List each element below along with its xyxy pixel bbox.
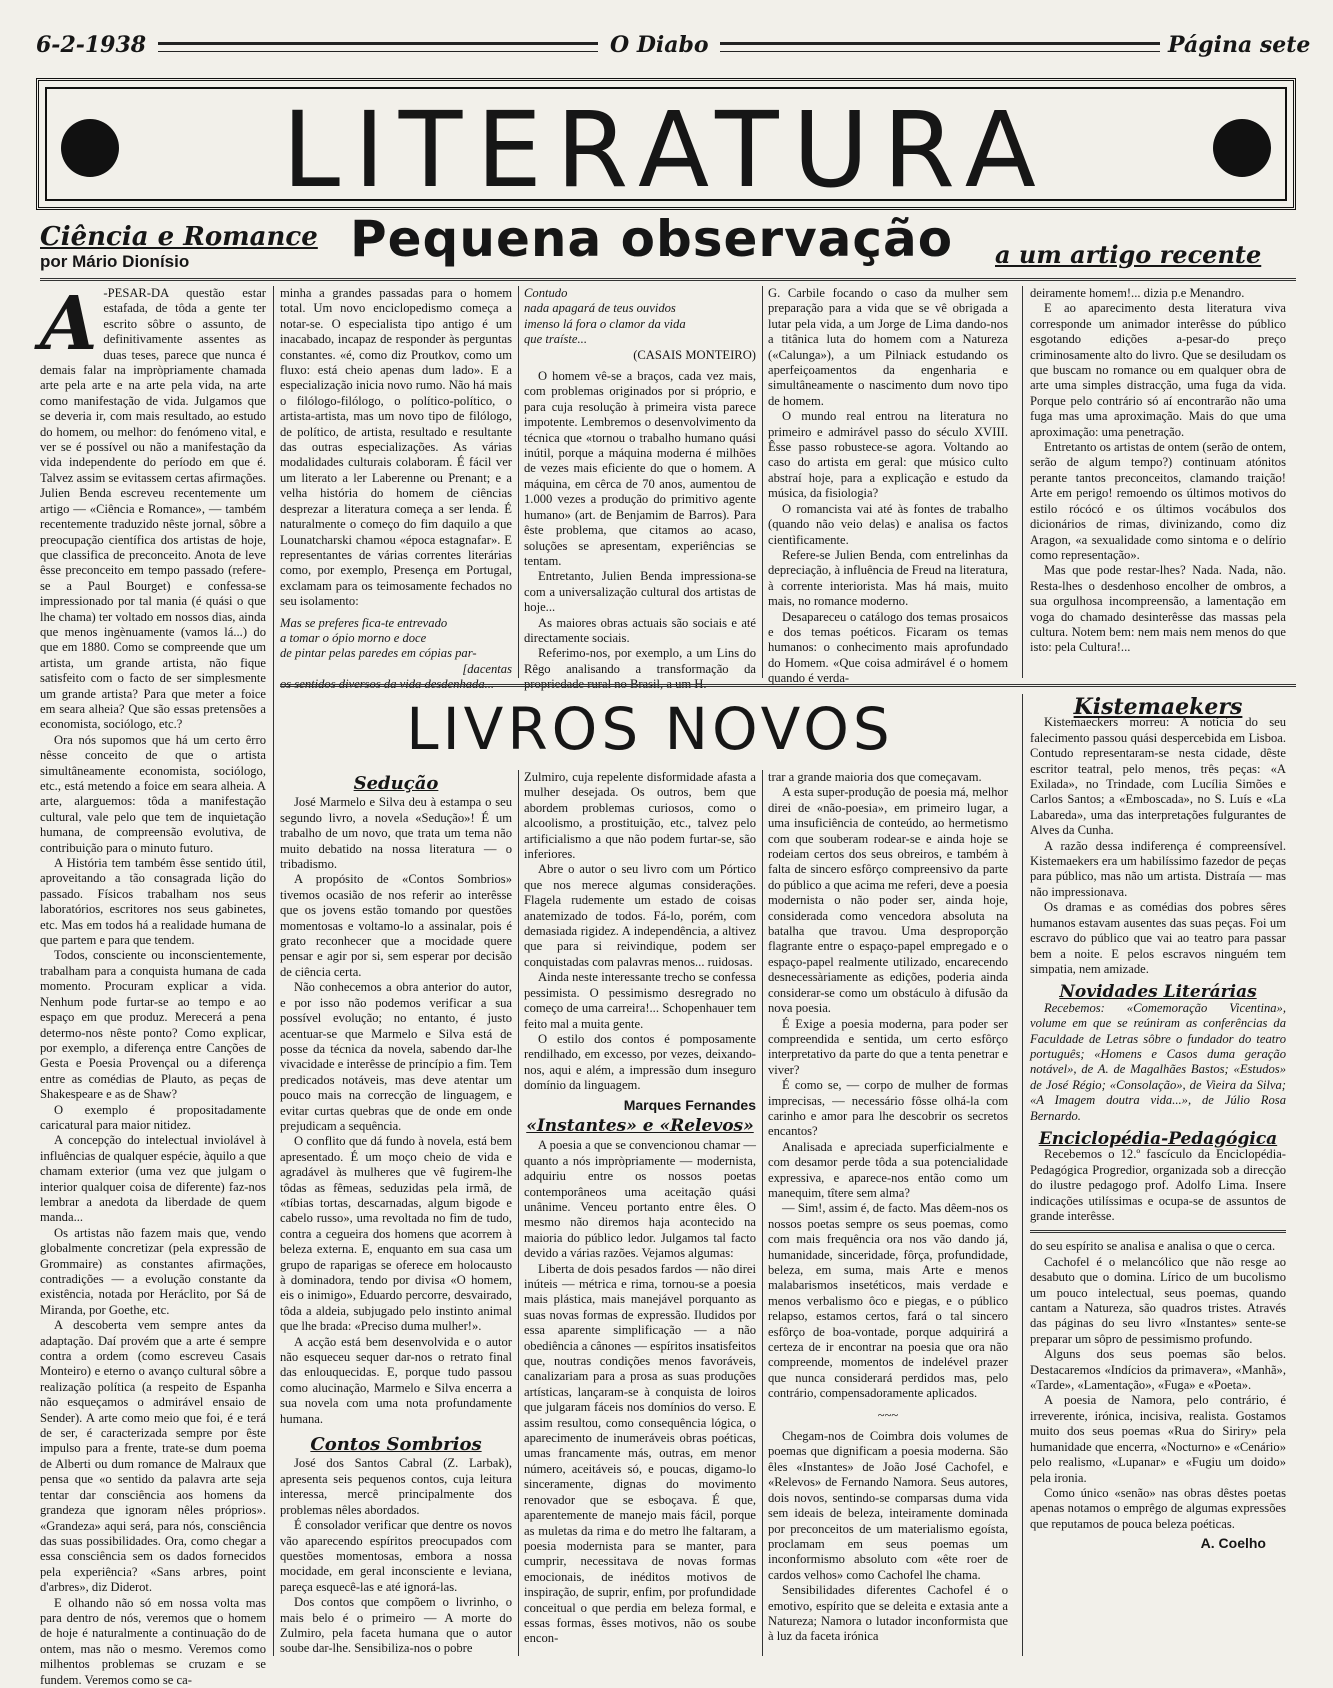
paragraph: Entretanto os artistas de ontem (serão de ontem, serão de algum tempo?) continuam atónitos perante tantos preconceitos, clamando traição! Arte em perigo! remoendo os últimos motivos do estilo rócócó e os últimos vocábulos dos dicionários de rimas, divinizando, como diz Aragon, «a sexualidade como sintoma e o delírio como representação». <box>1030 440 1287 562</box>
paragraph: A acção está bem desenvolvida e o autor não esqueceu sequer dar-nos o retrato final das enlouquecidas. E, porque tudo passou como alucinação, Marmelo e Silva encerra a sua novela com uma nota profundamente humana. <box>280 1334 512 1426</box>
paragraph: A poesia a que se convencionou chamar — quanto a nós impròpriamente — modernista, adquiriu entre os nossos poetas contemporâneos uma aceitação quási unânime. Venceu portanto entre êles. O mesmo não diremos haja acontecido na maioria do público ledor. Julgamos tal facto devido a várias razões. Vejamos algumas: <box>524 1138 756 1261</box>
header-rule-right <box>720 42 1160 52</box>
column-lower-4 <box>1030 694 1286 1656</box>
article-title-ciencia: Ciência e Romance por Mário Dionísio <box>40 222 318 271</box>
column-divider <box>273 286 274 1656</box>
paragraph: Desapareceu o catálogo dos temas prosaicos e dos temas poéticos. Ficaram os temas humanos: o conhecimento mais aprofundado do Homem. «Que coisa admirável é o homem quando é verda- <box>768 609 1008 686</box>
byline: por Mário Dionísio <box>40 252 190 271</box>
poem-quote-1: Mas se preferes fica-te entrevado a tomar o ópio morno e doce de pintar pelas paredes em cópias par- [dacentas os sentidos diversos da vida desdenhada... <box>280 615 512 692</box>
column-2 <box>280 286 512 692</box>
column-4 <box>768 286 1008 686</box>
dropcap: A <box>40 281 98 367</box>
paragraph: minha a grandes passadas para o homem total. Um novo enciclopedismo começa a notar-se. O especialista tipo antigo é um inacabado, incapaz de responder às perguntas constantes. «é, como diz Proutkov, como um fluxo: está cheio apenas dum lado». E a especialização inicia novo rumo. Não há mais o filólogo-filólogo, o político-político, o artista-artista, mas um novo tipo de filólogo, de político, de artista, resultado e resultante das outras especializações. As várias modalidades culturais colaboram. É fácil ver um literato a ler Laberenne ou Prenant; e a velha história do homem de ciências desprezar a literatura começa a ser lenda. É naturalmente o começo do fim daquilo a que Lounatcharski chamou «época estagnafar». E representantes de várias correntes literárias como, por exemplo, Presença em Portugal, exclamam para os teimosamente fechados no seu isolamento: <box>280 286 512 609</box>
page-number: Página sete <box>1168 32 1311 58</box>
paragraph: A descoberta vem sempre antes da adaptação. Daí provém que a arte é sempre contra a ordem (como escreveu Casais Monteiro) e eterno o avanço cultural sôbre a realização política (a respeito de Espanha não esqueçamos o admirável ensaio de Sender). A arte como meio que foi, é e terá de ser, é caracterizada sempre por êste impulso para a frente, trate-se dum poema de Alberti ou dum romance de Malraux que pensa que «o sentido da palavra arte seja tentar dar consciência aos homens da grandeza que ignoram nêles próprios». «Grandeza» aqui será, para nós, consciência das suas possibilidades. Ora, como chegar a essa consciência sem os dados fornecidos pela experiência? «Sans arbres, point d'arbres», diz Diderot. <box>40 1318 266 1595</box>
paragraph: Os dramas e as comédias dos pobres sêres humanos estavam ausentes das suas peças. Foi um escravo do público que vai ao teatro para passar bem a noite. E pelos escravos ninguém tem simpatia, nem amizade. <box>1030 900 1286 976</box>
paragraph: Chegam-nos de Coimbra dois volumes de poemas que dignificam a poesia moderna. São êles «Instantes» de João José Cachofel, e «Relevos» de Fernando Namora. Seus autores, dois novos, sentindo-se comparsas duma vida sem ideais de beleza, inteiramente dominada por preconceitos de um materialismo egoísta, proclamam em seus poemas um inconformismo absoluto com «ête roer de cardos velhos» como Cachofel lhe chama. <box>768 1429 1008 1582</box>
paragraph: Não conhecemos a obra anterior do autor, e por isso não podemos verificar a sua possível evolução; no entanto, é justo acentuar-se que Marmelo e Silva está de posse da técnica da novela, sabendo dar-lhe vivacidade e interêsse de princípio a fim. Tem predicados notáveis, mas deve atentar um pouco mais na correcção de linguagem, e evitar curtas quebras que de onde em onde prejudicam a sequência. <box>280 980 512 1133</box>
paragraph: Como único «senão» nas obras dêstes poetas apenas notamos o emprêgo de algumas expressões que reputamos de pouca beleza poéticas. <box>1030 1485 1286 1531</box>
section-rule <box>280 684 1296 687</box>
paragraph: Todos, consciente ou inconscientemente, trabalham para a conquista humana de cada momento. Procuram explicar a vida. Nenhum pode furtar-se ao tempo e ao espaço em que produz. Merecerá a pena determo-nos nêste ponto? Como explicar, por exemplo, a diferença entre Canções de Gesta e Poesia Provençal ou a diferença entre as comédias de Plauto, as peças de Shakespeare e as de Shaw? <box>40 948 266 1102</box>
banner-title: LITERATURA <box>282 89 1050 211</box>
paragraph: E ao aparecimento desta literatura viva corresponde um animador interêsse do público esgotando edições a-pesar-do preço criminosamente alto do livro. Que se desiludam os que buscam no romance ou em qualquer obra de arte uma simples distracção, uma fuga da vida. Porque pelo contrário só aí encontrarão não uma fuga mas uma aproximação. Mais do que uma aproximação: uma penetração. <box>1030 301 1286 439</box>
paragraph: -PESAR-DA questão estar estafada, de tôda a gente ter escrito sôbre o assunto, de definitivamente assentes as duas teses, parece que nunca é demais falar na impròpriamente chamada arte pela arte e na arte pela vida, na arte como manifestação de vida. Julgamos que se deveria ir, com mais resultado, ao estudo do homem, ou melhor: do fenómeno vital, e ver se é possível ou não a manifestação da vida independente do período em que é. Talvez assim se evitassem certas afirmações. Julien Benda escreveu recentemente um artigo — «Ciência e Romance», — também recentemente traduzido nêste jornal, sôbre a preocupação científica dos artistas de hoje, que classifica de preconceito. Anota de leve êsse preconceito em tempo passado (refere-se a Paul Bourget) e confessa-se impressionado por tal mania (é quási o que lhe chama) ter voltado em nossos dias, ainda que menos ingènuamente (vamos lá...) do que em 1880. Como se compreende que um artista, um grande artista, não fique satisfeito com o facto de ser simplesmente um grande artista? Para que meter a foice em seara alheia? Que são essas pretensões a economista, sociólogo, etc.? <box>40 286 266 732</box>
article-subtitle: a um artigo recente <box>995 240 1262 269</box>
paragraph: Analisada e apreciada superficialmente e com desamor perde tôda a sua potencialidade expressiva, e aparece-nos então como um manequim, tîtere sem alma? <box>768 1139 1008 1200</box>
signature: A. Coelho <box>1200 1535 1266 1552</box>
paragraph: — Sim!, assim é, de facto. Mas dêem-nos os nossos poetas sempre os seus poemas, como com mais frequência ora nos vão dando já, humanidade, sinceridade, fôrça, profundidade, beleza, em suma, mais Arte e menos malabarismos insetéticos, mais verdade e menos verbalismo ôco e piegas, e o público relapso, estamos certos, fará o tal sincero esfôrço de boa-vontade, porque adquirirá a certeza de ir encontrar na poesia que ora não compreende, momentos de indelével prazer que nunca considerará perdidos mas, pelo contrário, compensadoramente aplicados. <box>768 1201 1008 1401</box>
paragraph: Ainda neste interessante trecho se confessa pessimista. O pessimismo desregrado no começo de uma carreira!... Schopenhauer tem feito mal a muita gente. <box>524 970 756 1031</box>
column-divider <box>518 770 519 1656</box>
paragraph: do seu espírito se analisa e analisa o que o cerca. <box>1030 1239 1276 1254</box>
paragraph: Ora nós supomos que há um certo êrro nêsse conceito de que o artista simultâneamente economista, sociólogo, etc., está metendo a foice em seara alheia. A arte, alarguemos: tôda a manifestação cultural, vale pelo que tem de inquietação humana, de compreensão evolutiva, de contribuição para o minuto futuro. <box>40 732 266 855</box>
separator: ~~~ <box>877 1407 899 1422</box>
paragraph: Os artistas não fazem mais que, vendo globalmente concretizar (pela expressão de Grommaire) as constantes afirmações, contradições — a evolução constante da existência, notada por Heráclito, por Sá de Miranda, por Goethe, etc. <box>40 1225 266 1317</box>
paragraph: A poesia de Namora, pelo contrário, é irreverente, irónica, incisiva, realista. Gostamos muito dos seus poemas «Rua do Siriry» pela humanidade que encerra, «Nocturno» e «Cenário» pelo realismo, «Lupanar» e «Fugiu um doido» pela ironia. <box>1030 1393 1286 1485</box>
column-lower-3 <box>768 770 1008 1656</box>
paragraph: Refere-se Julien Benda, com entrelinhas da depreciação, à influência de Freud na literatura, à corrente interiorista. Mas há mais, muito mais, no romance moderno. <box>768 547 1008 609</box>
banner-dot-right <box>1213 119 1271 177</box>
paragraph: Dos contos que compõem o livrinho, o mais belo é o primeiro — A morte do Zulmiro, pela faceta humana que o autor soube dar-lhe. Sensibiliza-nos o pobre <box>280 1595 512 1656</box>
livros-novos-title: LIVROS NOVOS <box>406 695 894 763</box>
paragraph: O homem vê-se a braços, cada vez mais, com problemas originados por si próprio, e para cuja resolução à primeira vista parece impotente. Lembremos o desenvolvimento da técnica que «tornou o trabalho humano quási inútil, porque a máquina moderna é milhões de vezes mais eficiente do que o homem. A máquina, em cêrca de 70 anos, aumentou de 1.000 vezes a produção do primitivo agente humano» (art. de Benjamim de Barros). Para êste problema, que citamos ao acaso, soluções se apresentam, experiências se tentam. <box>524 369 756 568</box>
byline: Marques Fernandes <box>623 1096 756 1113</box>
paragraph: O exemplo é propositadamente caricatural para maior nitidez. <box>40 1102 266 1132</box>
paragraph: É Exige a poesia moderna, para poder ser compreendida e sentida, um certo esfôrço interpretativo da parte do que a tenta penetrar e viver? <box>768 1016 1008 1077</box>
paragraph: O estilo dos contos é pomposamente rendilhado, em excesso, por vezes, deixando-nos, aqui e além, a impressão dum inseguro domínio da linguagem. <box>524 1031 756 1093</box>
paragraph: Referimo-nos, por exemplo, a um Lins do Rêgo analisando a transformação da propriedade rural no Brasil, a um H. <box>524 646 756 692</box>
paragraph: deiramente homem!... dizia p.e Menandro. <box>1030 286 1245 300</box>
paragraph: José Marmelo e Silva deu à estampa o seu segundo livro, a novela «Sedução»! É um trabalho de um novo, que trata um tema não muito debatido na nossa literatura — o tribadismo. <box>280 795 512 872</box>
paragraph: Entretanto, Julien Benda impressiona-se com a universalização cultural dos artistas de hoje... <box>524 569 756 615</box>
column-divider <box>762 286 763 678</box>
column-lower-1 <box>280 770 512 1656</box>
paragraph: Abre o autor o seu livro com um Pórtico que nos merece algumas considerações. Flagela rudemente um estado de coisas anatemizado de todos. Fá-lo, porém, com demasiada rigidez. A independência, a altivez que para si reivindique, podem ser conquistadas com palavras menos... ruidosas. <box>524 862 756 969</box>
paragraph: É consolador verificar que dentre os novos vão aparecendo espíritos preocupados com questões momentosas, embora a nossa mocidade, em geral inconsciente e leviana, pareça esquecê-las e até ignorá-las. <box>280 1518 512 1594</box>
paragraph: A concepção do intelectual inviolável à influências de qualquer espécie, àquilo a que chamam exterior (uma vez que julgam o interior qualquer coisa de diferente) faz-nos lembrar a anedota da liberdade de quem manda... <box>40 1133 266 1225</box>
paragraph: Cachofel é o melancólico que não resge ao desabuto que o domina. Lírico de um bucolismo um pouco intelectual, seus poemas, quando cantam a Natureza, são quadros tristes. Através das páginas do seu livro «Instantes» sente-se preparar um sôpro de pessimismo profundo. <box>1030 1254 1286 1346</box>
paragraph: Sensibilidades diferentes Cachofel é o emotivo, espírito que se deleita e extasia ante a Natureza; Namora o lutador inconformista que à luz da faceta irónica <box>768 1583 1008 1644</box>
column-divider <box>1022 286 1023 678</box>
paragraph: Liberta de dois pesados fardos — não direi inúteis — métrica e rima, tornou-se a poesia mais plástica, mais manejável porquanto as suas novas formas de expressão. Iludidos por essa aparente simplificação — a não obediência a cânones — espíritos insatisfeitos que, noutras condições menos favoráveis, canalizariam para a prosa as suas produções artísticas, lançaram-se à conquista de loiros que julgaram fáceis nos domínios do verso. E assim resultou, como consequência lógica, o aparecimento de inumeráveis obras poéticas, umas francamente más, outras, em menor número, aceitáveis só, e poucas, digamo-lo sinceramente, dignas do movimento renovador que se esboçava. É que, aparentemente de manejo mais fácil, porque as muletas da rima e do metro lhe faltaram, a poesia modernista para se manter, para cumprir, necessitava de novas formas emocionais, de inéditos motivos de inspiração, de suprir, enfim, por profundidade conceitual o que perdia em beleza formal, e essas formas, êsses motivos, não os soube encon- <box>524 1261 756 1646</box>
paragraph: G. Carbile focando o caso da mulher sem preparação para a vida que se vê obrigada a lutar pela vida, a um Jorge de Lima dando-nos a titânica luta do homem com a Natureza («Calunga»), a um Pilniack estudando os aperfeiçoamentos da engenharia e simultâneamente o nascimento dum novo tipo de homem. <box>768 286 1008 408</box>
paragraph: É como se, — corpo de mulher de formas imprecisas, — necessário fôsse olhá-la com carinho e amor para lhe descobrir os secretos encantos? <box>768 1078 1008 1139</box>
paragraph: trar a grande maioria dos que começavam. <box>768 770 982 784</box>
column-lower-2 <box>524 770 756 1656</box>
notice-title-kistemaekers: Kistemaekers <box>1073 694 1243 720</box>
column-3 <box>524 286 756 692</box>
paragraph: Recebemos o 12.º fascículo da Enciclopédia-Pedagógica Progredior, organizada sob a direcção do ilustre pedagogo prof. Adolfo Lima. Insere indicações utilíssimas e ocupa-se de assuntos de grande interêsse. <box>1030 1147 1286 1223</box>
paragraph: O romancista vai até às fontes de trabalho (quando não veio delas) e analisa os factos cientìficamente. <box>768 501 1008 547</box>
column-divider <box>1022 694 1023 1656</box>
paragraph: A História tem também êsse sentido útil, aproveitando a tão consagrada lição do passado. Físicos trabalham nos seus laboratórios, escritores nos seus gabinetes, etc. Mas em todos há a realidade humana de que partem e para que tendem. <box>40 856 266 948</box>
newspaper-name: O Diabo <box>610 32 709 58</box>
review-title-seducao: Sedução <box>353 773 439 794</box>
paragraph: Zulmiro, cuja repelente disformidade afasta a mulher desejada. Os outros, bem que abordem problemas curiosos, como o alcoolismo, a prostituição, etc., talvez pelo artificialismo a que não podem furtar-se, são inferiores. <box>524 770 756 862</box>
paragraph: O conflito que dá fundo à novela, está bem apresentado. É um moço cheio de vida e agradável às mulheres que vê fugirem-lhe tôdas as fêmeas, seduzidas pela irmã, de «tíbias tortas, descarnadas, algum bigode e cabelo russo», uma revoltada no fim de tudo, contra a cegueira dos homens que acorrem à beleza externa. E, enquanto em sua casa um grupo de raparigas se oferece em holocausto à dominadora, tendo por divisa «O homem, eis o inimigo», Eduardo percorre, desvairado, tôda a aldeia, subjugado pelo instinto animal que lhe brada: «Preciso duma mulher!». <box>280 1134 512 1334</box>
notice-title-novidades: Novidades Literárias <box>1059 982 1257 1003</box>
paragraph: Alguns dos seus poemas são belos. Destacaremos «Indícios da primavera», «Manhã», «Tarde», «Lamentação», «Fuga» e «Poeta». <box>1030 1347 1286 1393</box>
paragraph: A propósito de «Contos Sombrios» tivemos ocasião de nos referir ao interêsse que os jovens estão tomando por questões momentosas e voltamo-lo a assinalar, pois é grato reconhecer que a mocidade quere pensar e agir por si, sem esperar por decisão de ciência certa. <box>280 872 512 979</box>
paragraph: O mundo real entrou na literatura no primeiro e admirável passo do século XVIII. Êsse passo robustece-se agora. Voltando ao caso do artista em geral: que músico culto abstraí hoje, para a explicação e estudo da música, da fisiologia? <box>768 409 1008 501</box>
article-title-pequena: Pequena observação <box>350 210 954 268</box>
section-banner <box>36 78 1296 210</box>
paragraph: Mas que pode restar-lhes? Nada. Nada, não. Resta-lhes o desdenhoso encolher de ombros, a sua orgulhosa incompreensão, a lamentação em voga do chamado desinterêsse das massas pela cultura. Notem bem: nem mais nem menos do que isto: pela Cultura!... <box>1030 563 1286 655</box>
paragraph: A esta super-produção de poesia má, melhor direi de «não-poesia», em primeiro lugar, a uma insuficiência de conteúdo, ao hermetismo com que souberam rodear-se e ainda hoje se rodeiam certos dos seus obreiros, e também à falta de sincero esfôrço compreensivo da parte do público a que acima me referi, deve a poesia modernista o não poder ser, ainda hoje, considerada como vencedora absoluta na batalha que travou. Uma desproporção flagrante entre o espaço-papel empregado e o espaço-papel realmente utilizado, encarecendo desnecessàriamente as edições, poderia ainda considerar-se como um obstáculo à difusão da nova poesia. <box>768 785 1008 1016</box>
header-rule-left <box>158 42 598 52</box>
notice-title-enciclopedia: Enciclopédia-Pedagógica <box>1038 1128 1278 1149</box>
column-5 <box>1030 286 1286 678</box>
paragraph: E olhando não só em nossa volta mas para dentro de nós, veremos que o homem de hoje é naturalmente a continuação do de ontem, mas não o mesmo. Veremos como milhentos problemas se cruzam e se fundem. Veremos como se ca- <box>40 1595 266 1687</box>
column-divider <box>762 770 763 1656</box>
paragraph: A razão dessa indiferença é compreensível. Kistemaekers era um habilíssimo fazedor de peças para público, mas não um artista. Distraía — mas não impressionava. <box>1030 838 1286 899</box>
review-title-instantes: «Instantes» e «Relevos» <box>526 1115 754 1136</box>
column-divider <box>518 286 519 678</box>
paragraph: Kistemaeckers morreu: A notícia do seu falecimento passou quási despercebida em Lisboa. Contudo representaram-se nesta cidade, dêste escritor teatral, pelo menos, três peças: «A Exilada», no Trindade, com Lucília Simões e Carlos Santos; a «Emboscada», no S. Luís e «La Labareda», uma das interpretações fulgurantes de Alves da Cunha. <box>1030 715 1286 838</box>
review-title-contos: Contos Sombrios <box>310 1434 482 1456</box>
title-rule <box>40 278 1296 281</box>
column-1 <box>40 281 266 1687</box>
paragraph: Recebemos: «Comemoração Vicentina», volume em que se reúniram as conferências da Faculdade de Letras sôbre o fundador do teatro português; «Homens e Casos duma geração notável», de A. de Magalhães Bastos; «Estudos» de José Régio; «Consolação», de Vieira da Silva; «A Imagem doutra vida...», de Júlio Rosa Bernardo. <box>1030 1000 1286 1123</box>
paragraph: José dos Santos Cabral (Z. Larbak), apresenta seis pequenos contos, cuja leitura interessa, mercê principalmente dos problemas nêles abordados. <box>280 1456 512 1517</box>
issue-date: 6-2-1938 <box>36 32 147 58</box>
poem-quote-2: Contudo nada apagará de teus ouvidos imenso lá fora o clamor da vida que traíste... (CASAIS MONTEIRO) <box>524 286 756 362</box>
paragraph: As maiores obras actuais são sociais e até directamente sociais. <box>524 615 756 645</box>
